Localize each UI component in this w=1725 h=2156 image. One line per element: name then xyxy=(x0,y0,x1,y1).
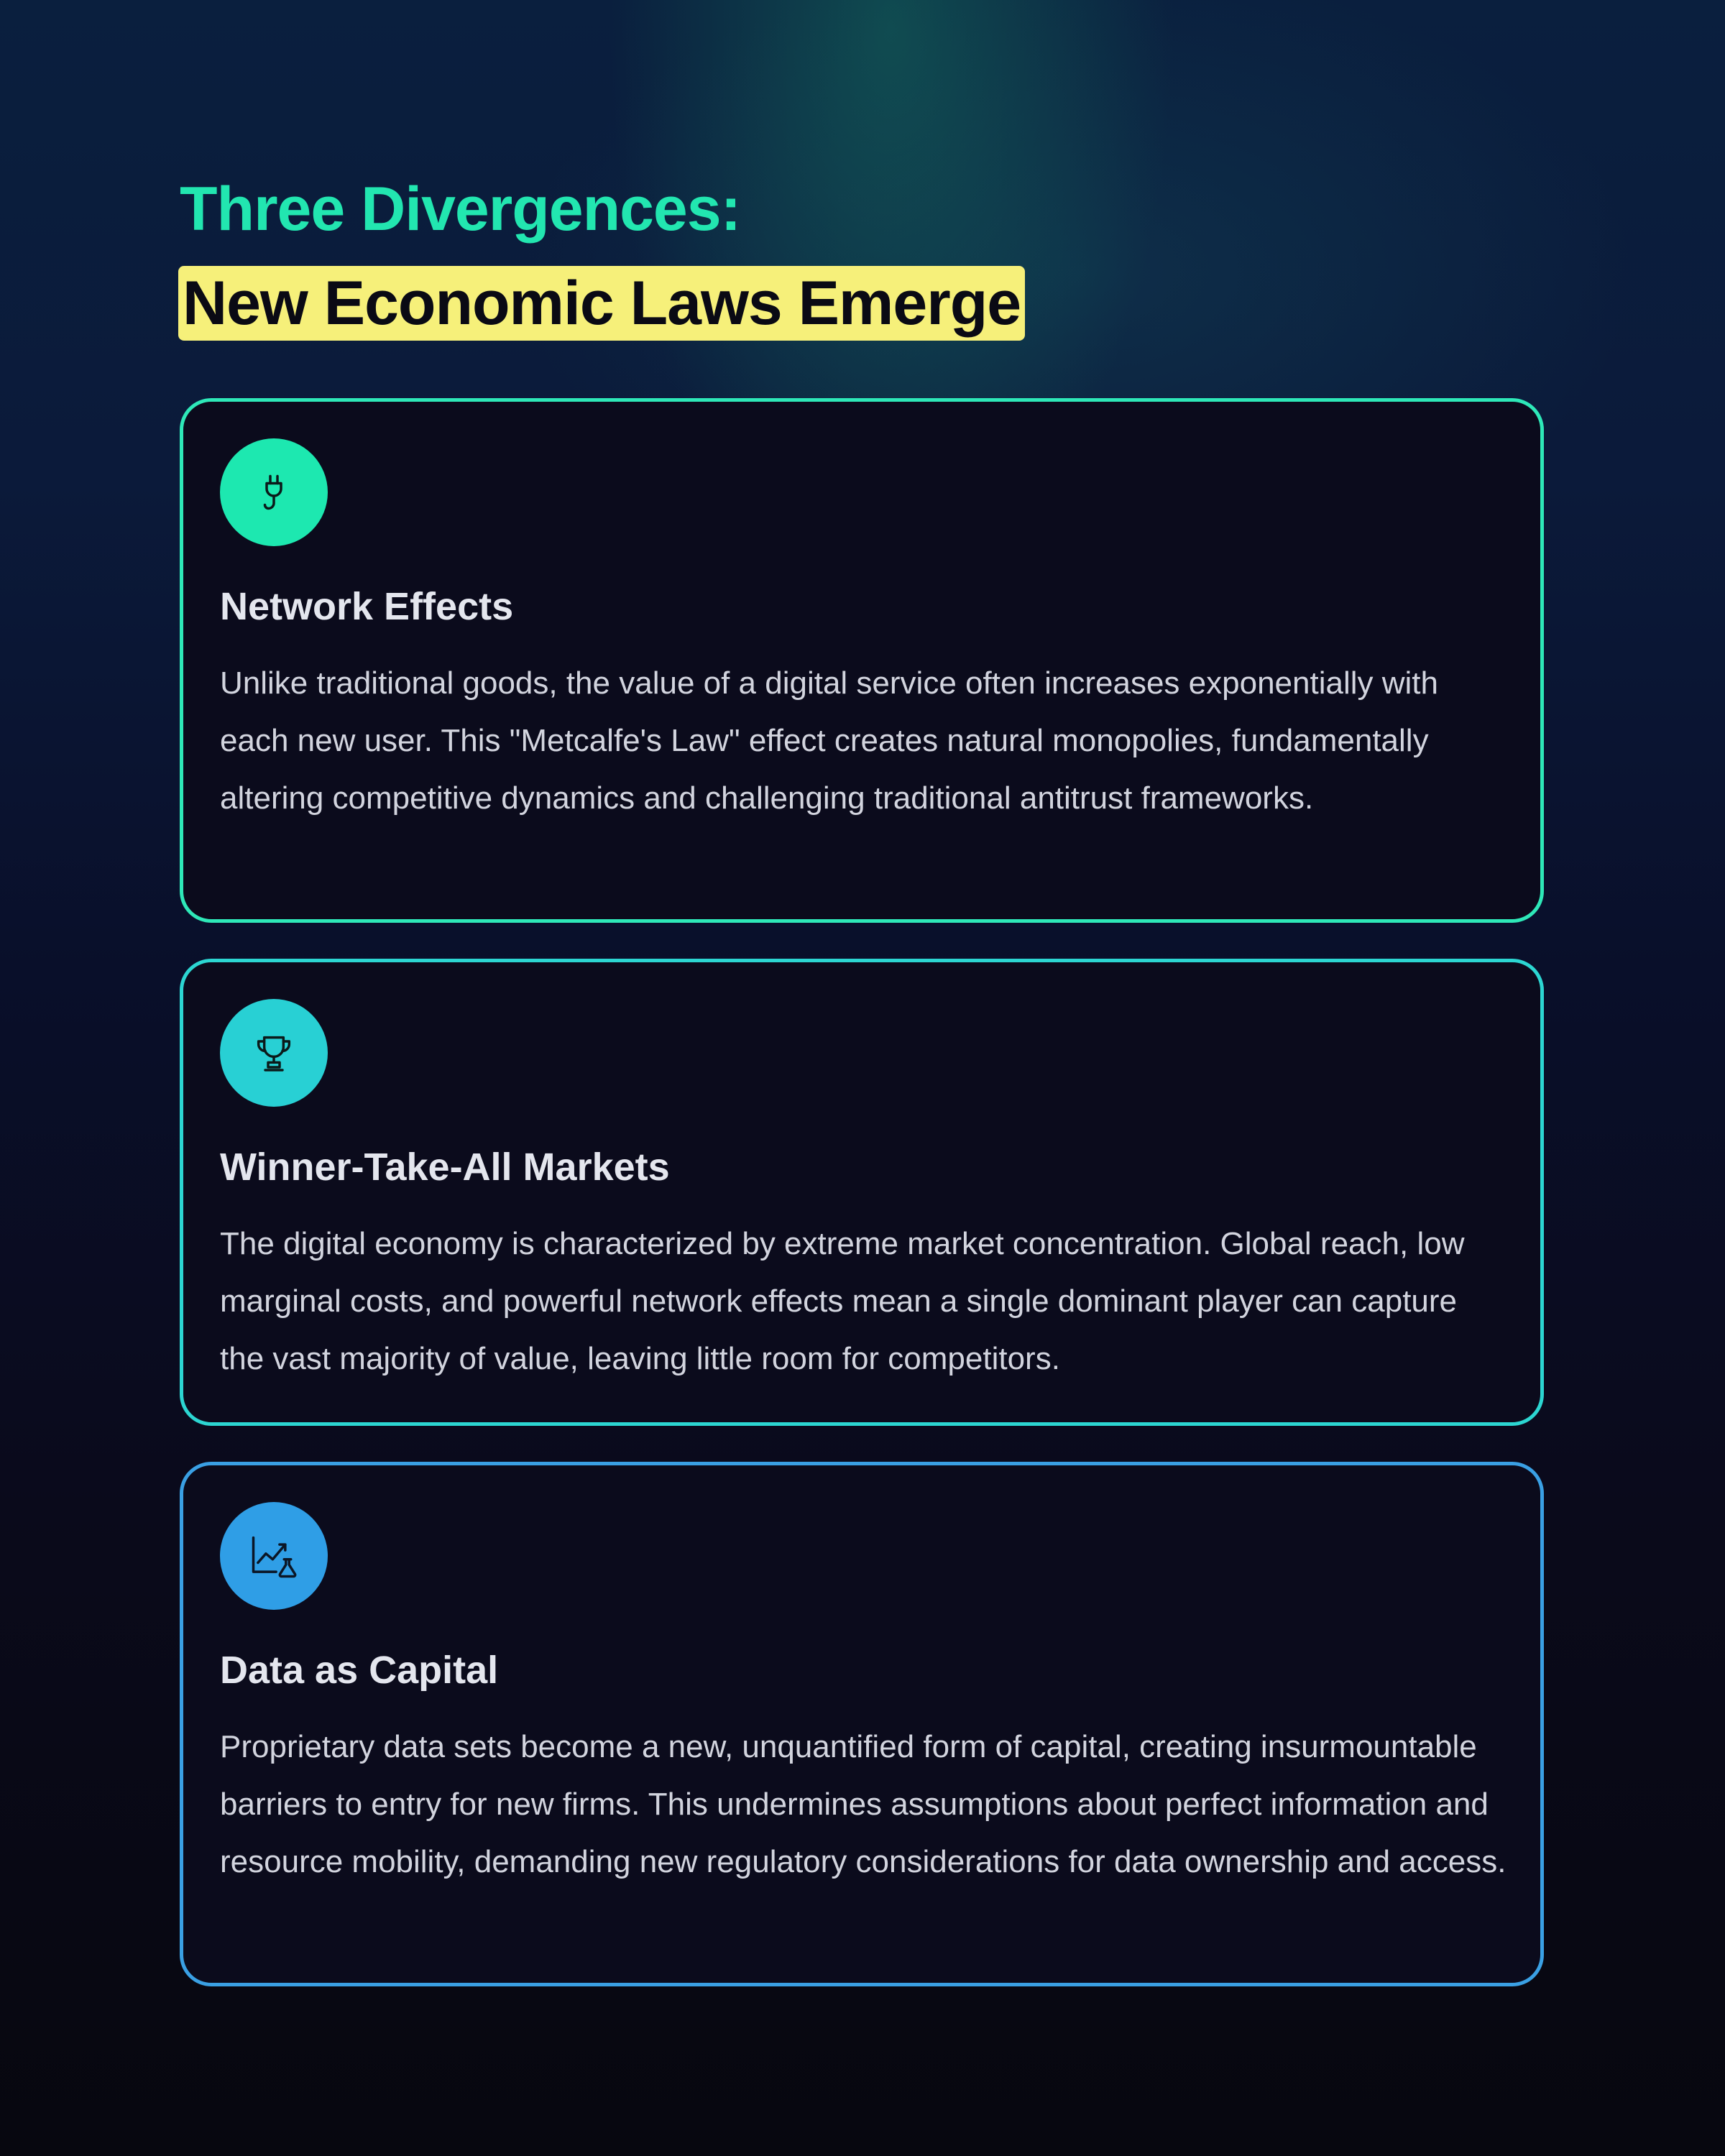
trophy-icon xyxy=(220,999,328,1107)
chart-flask-icon xyxy=(220,1502,328,1610)
card-network-effects xyxy=(180,398,1544,923)
card-title: Data as Capital xyxy=(220,1649,499,1692)
card-title: Network Effects xyxy=(220,585,514,628)
page-subtitle-highlight: New Economic Laws Emerge xyxy=(178,266,1025,341)
card-description: Proprietary data sets become a new, unquantified form of capital, creating insurmountable barriers to entry for new firms. This undermines assumptions about perfect information and resource mobility, demanding new regulatory considerations for data ownership and access. xyxy=(220,1729,1506,1879)
plug-icon xyxy=(220,438,328,546)
card-description: Unlike traditional goods, the value of a digital service often increases exponentially with each new user. This "Metcalfe's Law" effect creates natural monopolies, fundamentally altering competitive dynamics and challenging traditional antitrust frameworks. xyxy=(220,665,1438,816)
card-data-as-capital xyxy=(180,1462,1544,1986)
card-winner-take-all-markets xyxy=(180,959,1544,1426)
card-description: The digital economy is characterized by extreme market concentration. Global reach, low marginal costs, and powerful network effects mean a single dominant player can capture the vast majority of value, leaving little room for competitors. xyxy=(220,1226,1465,1376)
card-title: Winner-Take-All Markets xyxy=(220,1146,670,1189)
page-title: Three Divergences: xyxy=(180,175,741,244)
